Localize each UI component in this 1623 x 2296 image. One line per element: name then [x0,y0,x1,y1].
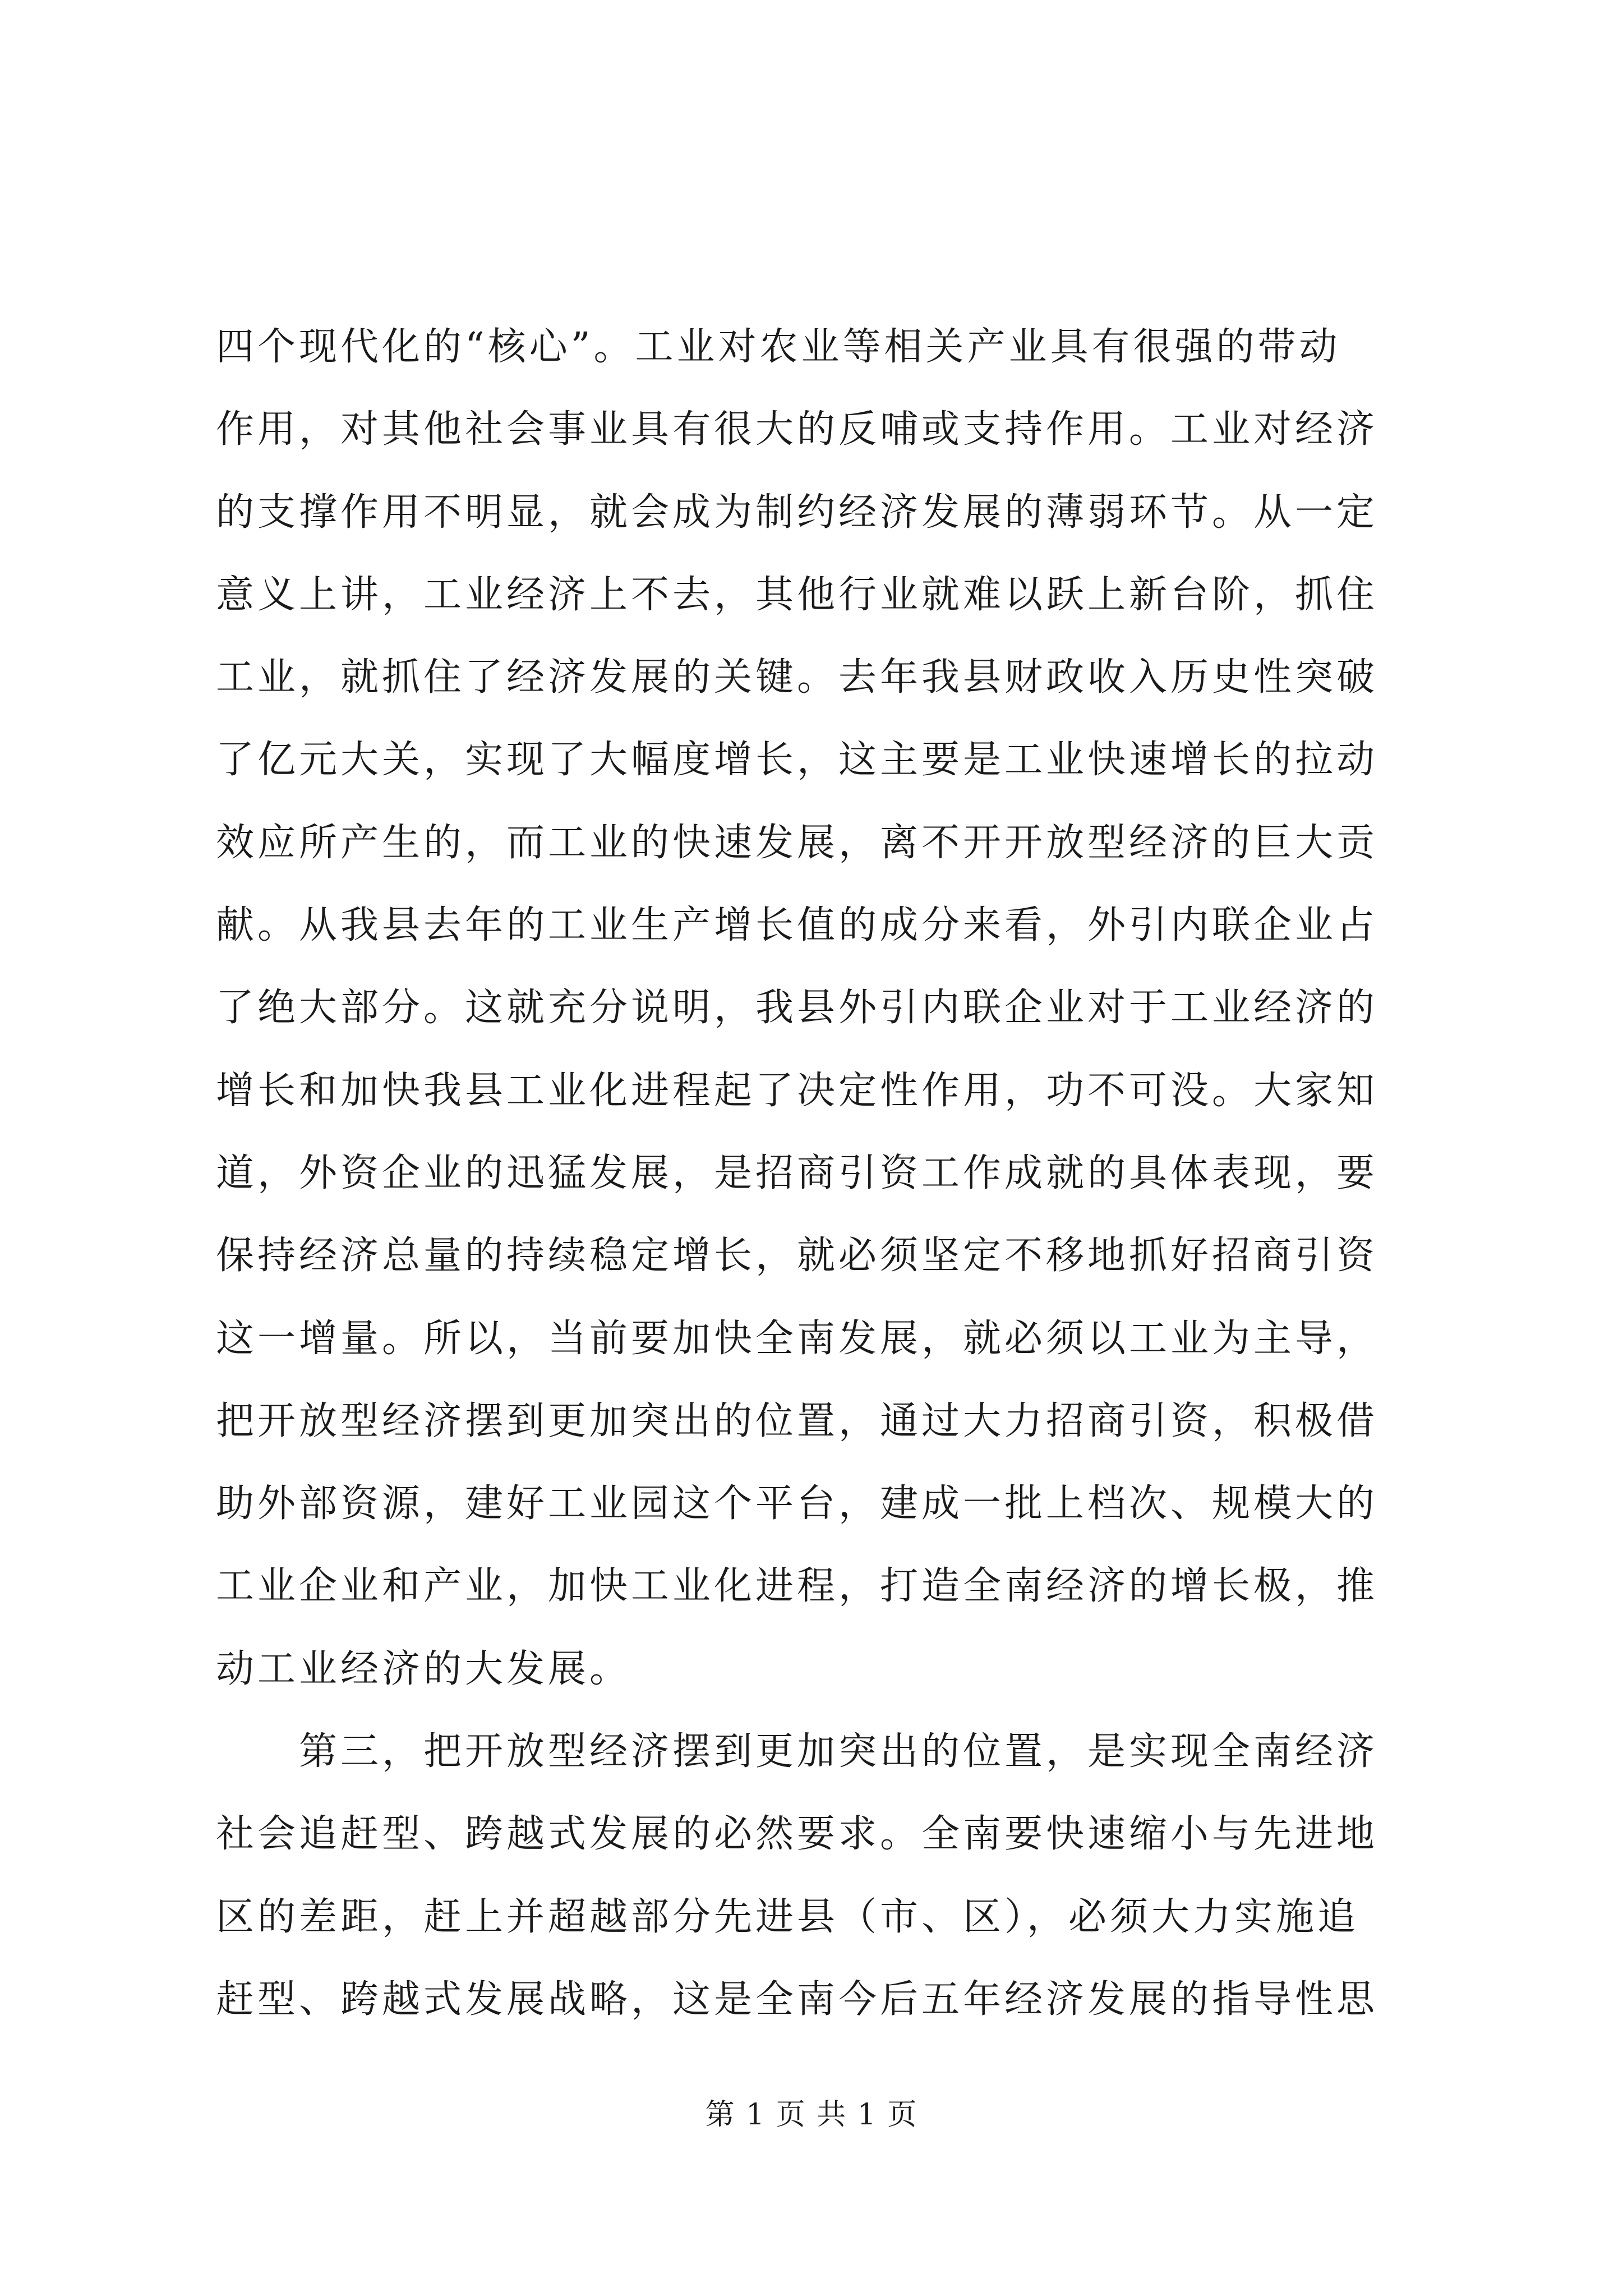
text-line: 效应所产生的，而工业的快速发展，离不开开放型经济的巨大贡 [216,820,1378,865]
text-line: 的支撑作用不明显，就会成为制约经济发展的薄弱环节。从一定 [216,490,1378,535]
page-footer: 第 1 页 共 1 页 [705,2098,918,2132]
text-line: 社会追赶型、跨越式发展的必然要求。全南要快速缩小与先进地 [216,1812,1378,1857]
text-line: 作用，对其他社会事业具有很大的反哺或支持作用。工业对经济 [216,407,1378,452]
text-line: 了绝大部分。这就充分说明，我县外引内联企业对于工业经济的 [216,986,1378,1030]
text-line: 区的差距，赶上并超越部分先进县（市、区），必须大力实施追 [216,1894,1359,1939]
text-line: 意义上讲，工业经济上不去，其他行业就难以跃上新台阶，抓住 [216,572,1378,617]
text-line: 赶型、跨越式发展战略，这是全南今后五年经济发展的指导性思 [216,1977,1378,2022]
body-text [216,306,1405,2041]
text-line: 道，外资企业的迅猛发展，是招商引资工作成就的具体表现，要 [216,1151,1378,1195]
text-line: 四个现代化的“核心”。工业对农业等相关产业具有很强的带动 [216,325,1341,369]
text-line: 工业企业和产业，加快工业化进程，打造全南经济的增长极，推 [216,1564,1378,1609]
text-line: 第三，把开放型经济摆到更加突出的位置，是实现全南经济 [216,1729,1378,1774]
text-line: 这一增量。所以，当前要加快全南发展，就必须以工业为主导， [216,1316,1378,1361]
text-line: 工业，就抓住了经济发展的关键。去年我县财政收入历史性突破 [216,655,1378,700]
text-line: 把开放型经济摆到更加突出的位置，通过大力招商引资，积极借 [216,1398,1378,1443]
text-line: 助外部资源，建好工业园这个平台，建成一批上档次、规模大的 [216,1481,1378,1526]
text-line: 献。从我县去年的工业生产增长值的成分来看，外引内联企业占 [216,903,1378,948]
text-line: 保持经济总量的持续稳定增长，就必须坚定不移地抓好招商引资 [216,1234,1378,1278]
text-line: 了亿元大关，实现了大幅度增长，这主要是工业快速增长的拉动 [216,738,1378,783]
text-line: 动工业经济的大发展。 [216,1646,631,1691]
text-line: 增长和加快我县工业化进程起了决定性作用，功不可没。大家知 [216,1068,1378,1113]
